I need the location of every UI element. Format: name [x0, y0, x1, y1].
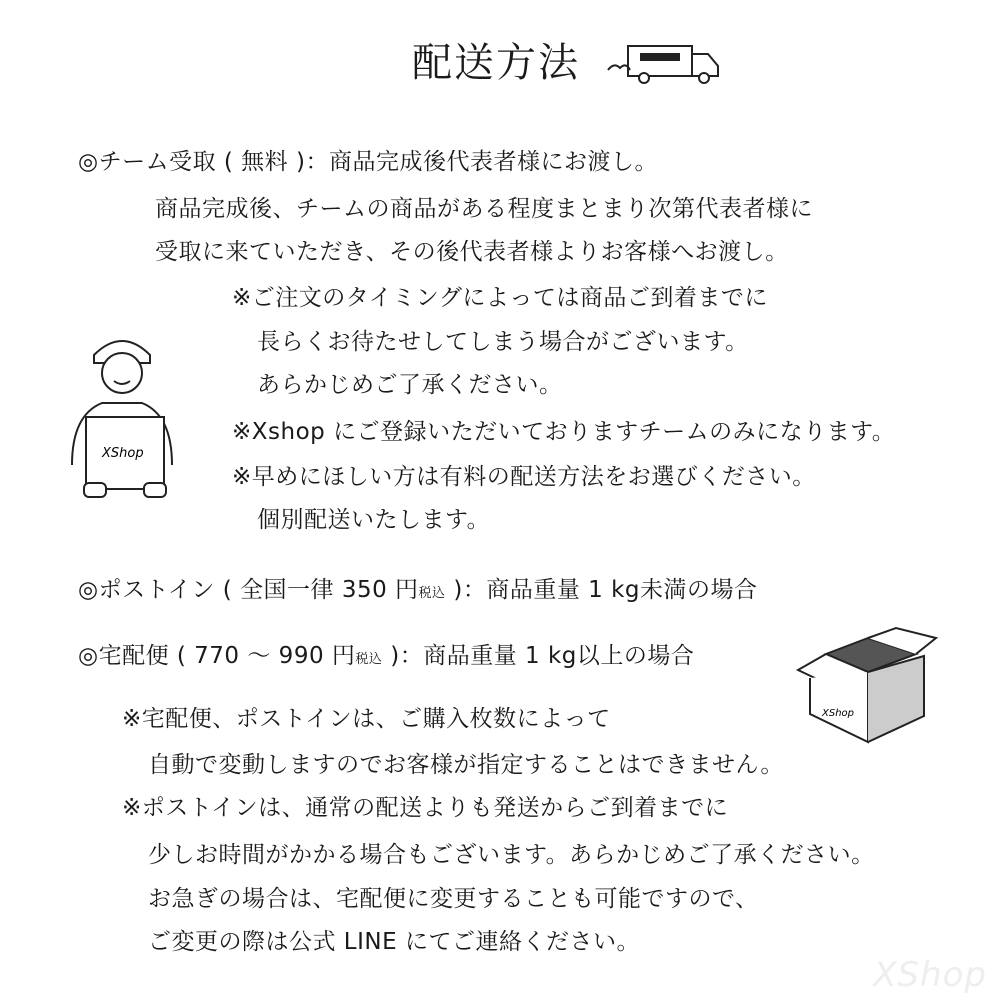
delivery-truck-icon — [606, 40, 722, 88]
note: お急ぎの場合は、宅配便に変更することも可能ですので、 — [148, 886, 759, 912]
note: ※宅配便、ポストインは、ご購入枚数によって — [122, 706, 611, 732]
logo-text: XShop — [822, 708, 855, 719]
team-note: ※早めにほしい方は有料の配送方法をお選びください。 — [232, 464, 816, 490]
team-note: 個別配送いたします。 — [257, 507, 491, 533]
page-title: 配送方法 — [412, 40, 580, 86]
post-in-condition: )：商品重量 1 kg未満の場合 — [445, 577, 758, 603]
note: ご変更の際は公式 LINE にてご連絡ください。 — [148, 929, 640, 955]
takuhai-price: ◎宅配便 ( 770 〜 990 円 — [78, 643, 356, 669]
team-note: ※ご注文のタイミングによっては商品ご到着までに — [232, 285, 768, 311]
takuhai-condition: )：商品重量 1 kg以上の場合 — [382, 643, 695, 669]
logo-text: XShop — [102, 446, 144, 461]
team-note: あらかじめご了承ください。 — [257, 372, 563, 398]
team-note: 長らくお待たせしてしまう場合がございます。 — [257, 329, 749, 355]
note: 少しお時間がかかる場合もございます。あらかじめご了承ください。 — [148, 842, 875, 868]
takuhai-heading — [78, 641, 694, 675]
team-pickup-heading: ◎チーム受取 ( 無料 )：商品完成後代表者様にお渡し。 — [78, 149, 658, 175]
cardboard-box-illustration — [796, 624, 940, 746]
team-line: 受取に来ていただき、その後代表者様よりお客様へお渡し。 — [155, 239, 789, 265]
team-note: ※Xshop にご登録いただいておりますチームのみになります。 — [232, 419, 896, 445]
tax-label: 税込 — [355, 652, 383, 667]
tax-label: 税込 — [418, 586, 446, 601]
note: 自動で変動しますのでお客様が指定することはできません。 — [148, 752, 784, 778]
post-in-price: ◎ポストイン ( 全国一律 350 円 — [78, 577, 419, 603]
watermark: XShop — [873, 955, 987, 995]
team-line: 商品完成後、チームの商品がある程度まとまり次第代表者様に — [155, 196, 813, 222]
note: ※ポストインは、通常の配送よりも発送からご到着までに — [122, 795, 729, 821]
post-in-heading — [78, 575, 758, 609]
delivery-person-illustration — [62, 325, 182, 505]
